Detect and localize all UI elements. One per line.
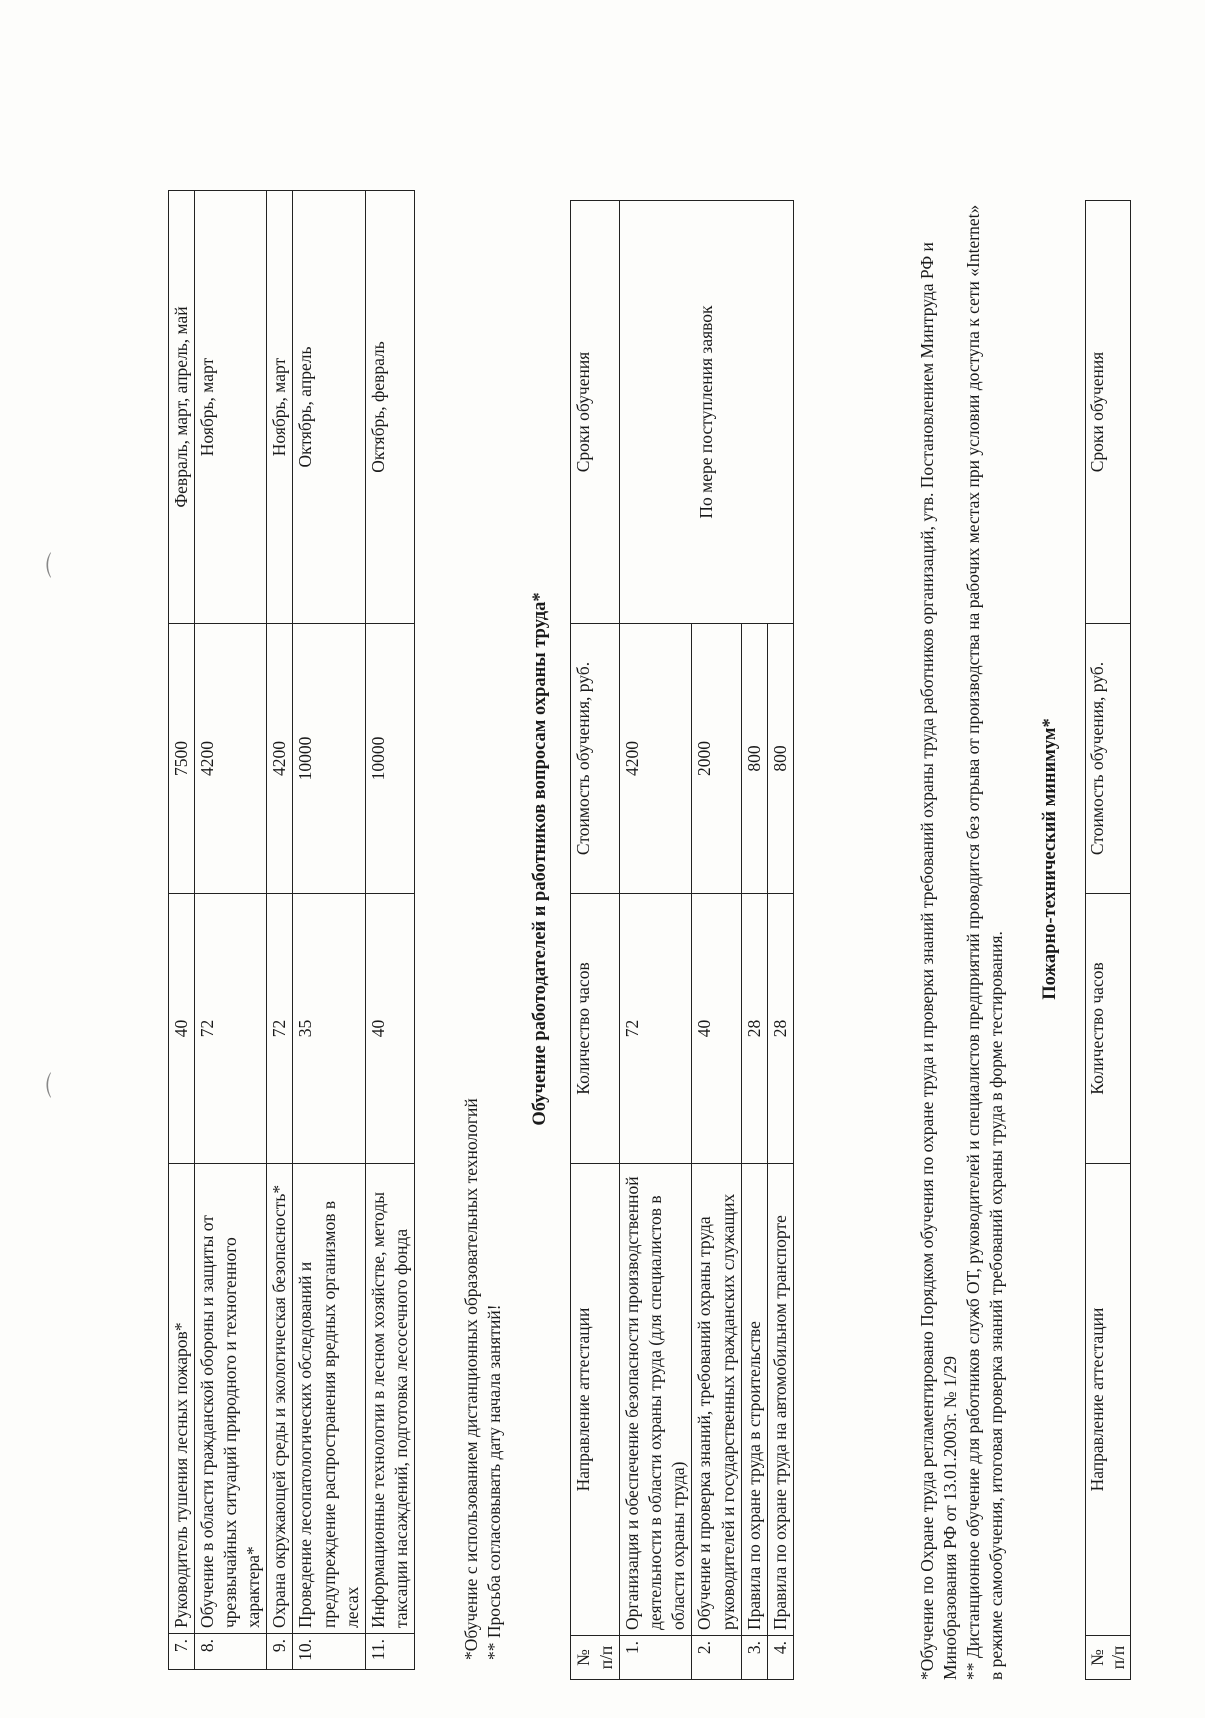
course-name: Обучение в области гражданской обороны и защиты от чрезвычайных ситуаций природного и техногенного характера* <box>195 1164 267 1634</box>
row-number: 2. <box>692 1636 741 1680</box>
header-cost: Стоимость обучения, руб. <box>571 624 620 894</box>
header-name: Направление аттестации <box>571 1164 620 1636</box>
course-hours: 40 <box>365 894 414 1164</box>
course-cost: 4200 <box>620 624 692 894</box>
course-hours: 28 <box>741 894 767 1164</box>
table-row <box>169 191 195 1670</box>
course-cost: 7500 <box>169 624 195 894</box>
course-name: Охрана окружающей среды и экологическая безопасность* <box>267 1164 293 1634</box>
course-cost: 10000 <box>365 624 414 894</box>
row-number: 8. <box>195 1634 267 1670</box>
course-term: По мере поступления заявок <box>620 201 794 624</box>
course-name: Проведение лесопатологических обследований и предупреждение распространения вредных организмов в лесах <box>293 1164 365 1634</box>
course-hours: 28 <box>767 894 793 1164</box>
course-hours: 72 <box>267 894 293 1164</box>
table-header-row <box>571 201 620 1680</box>
footnote-regulation: *Обучение по Охране труда регламентировано Порядком обучения по охране труда и проверки знаний требований охраны труда работников организаций, утв. Постановлением Минтруда РФ и Минобразования РФ от 13.01.2003г. № 1/29 <box>917 242 961 1680</box>
course-hours: 40 <box>169 894 195 1164</box>
row-number: 11. <box>365 1634 414 1670</box>
punch-mark: ⌒ <box>46 1071 75 1098</box>
row-number: 10. <box>293 1634 365 1670</box>
header-num: № п/п <box>1086 1636 1131 1680</box>
course-term: Ноябрь, март <box>195 191 267 624</box>
course-name: Правила по охране труда в строительстве <box>741 1164 767 1636</box>
table-row <box>195 191 267 1670</box>
course-term: Ноябрь, март <box>267 191 293 624</box>
course-hours: 72 <box>620 894 692 1164</box>
header-term: Сроки обучения <box>1086 201 1131 624</box>
header-hours: Количество часов <box>1086 894 1131 1164</box>
forestry-footnotes <box>460 1098 506 1660</box>
course-cost: 4200 <box>195 624 267 894</box>
table-row <box>620 201 692 1680</box>
course-hours: 72 <box>195 894 267 1164</box>
course-name: Обучение и проверка знаний, требований охраны труда руководителей и государственных гражданских служащих <box>692 1164 741 1636</box>
fire-safety-table <box>1085 200 1131 1680</box>
course-name: Информационные технологии в лесном хозяйстве, методы таксации насаждений, подготовка лесосечного фонда <box>365 1164 414 1634</box>
fire-section-title: Пожарно-технический минимум* <box>1040 718 1060 1000</box>
course-term: Октябрь, февраль <box>365 191 414 624</box>
header-cost: Стоимость обучения, руб. <box>1086 624 1131 894</box>
header-hours: Количество часов <box>571 894 620 1164</box>
header-name: Направление аттестации <box>1086 1164 1131 1636</box>
punch-mark: ⌒ <box>46 551 75 578</box>
course-term: Февраль, март, апрель, май <box>169 191 195 624</box>
table-header-row <box>1086 201 1131 1680</box>
course-cost: 4200 <box>267 624 293 894</box>
course-cost: 800 <box>741 624 767 894</box>
table-row <box>365 191 414 1670</box>
row-number: 1. <box>620 1636 692 1680</box>
row-number: 7. <box>169 1634 195 1670</box>
course-name: Организация и обеспечение безопасности производственной деятельности в области охраны труда (для специалистов в области охраны труда) <box>620 1164 692 1636</box>
row-number: 9. <box>267 1634 293 1670</box>
course-name: Руководитель тушения лесных пожаров* <box>169 1164 195 1634</box>
labor-footnotes <box>916 200 1008 1680</box>
course-name: Правила по охране труда на автомобильном транспорте <box>767 1164 793 1636</box>
header-num: № п/п <box>571 1636 620 1680</box>
footnote-dates: ** Просьба согласовывать дату начала занятий! <box>483 1304 504 1660</box>
row-number: 3. <box>741 1636 767 1680</box>
course-hours: 35 <box>293 894 365 1164</box>
labor-safety-table <box>570 200 794 1680</box>
table-row <box>267 191 293 1670</box>
footnote-distance-learning: ** Дистанционное обучение для работников служб ОТ, руководителей и специалистов предприятий проводится без отрыва от производства на рабочих местах при условии доступа к сети «Internet» в режиме самообучения, итоговая проверка знаний требований охраны труда в форме тестирования. <box>963 204 1007 1680</box>
course-cost: 10000 <box>293 624 365 894</box>
table-row <box>293 191 365 1670</box>
course-cost: 800 <box>767 624 793 894</box>
labor-section-title: Обучение работодателей и работников вопросам охраны труда* <box>530 592 550 1126</box>
header-term: Сроки обучения <box>571 201 620 624</box>
row-number: 4. <box>767 1636 793 1680</box>
course-cost: 2000 <box>692 624 741 894</box>
course-term: Октябрь, апрель <box>293 191 365 624</box>
course-hours: 40 <box>692 894 741 1164</box>
forestry-training-table <box>168 190 415 1670</box>
footnote-distance: *Обучение с использованием дистанционных образовательных технологий <box>461 1098 481 1660</box>
